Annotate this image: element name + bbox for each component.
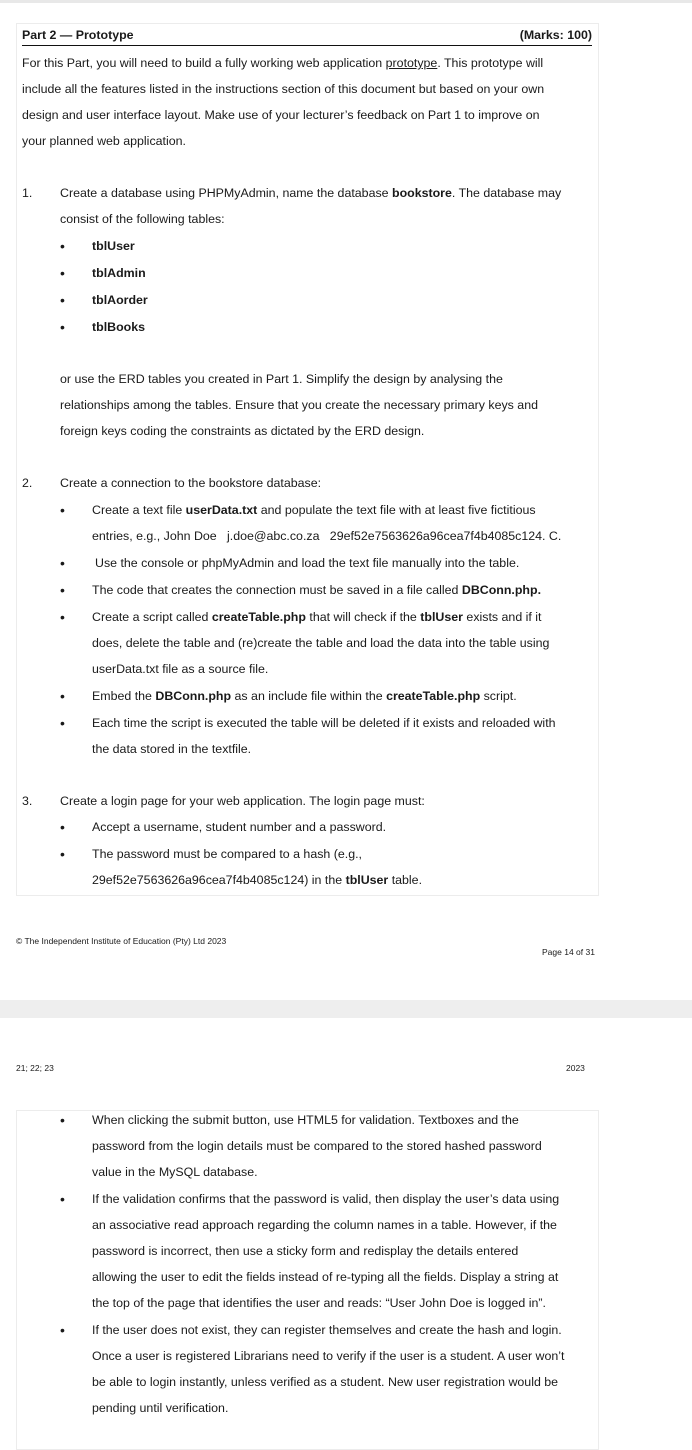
bullet-icon: • [60, 319, 65, 335]
page-number: Page 14 of 31 [542, 947, 595, 957]
bullet-icon: • [60, 555, 65, 571]
item1-line: relationships among the tables. Ensure that you create the necessary primary keys and [60, 398, 538, 412]
content-frame [16, 23, 599, 896]
document-page-15 [0, 1018, 692, 1441]
item2-line: Create a script called createTable.php that will check if the tblUser exists and if it [92, 610, 542, 624]
item1-line: consist of the following tables: [60, 212, 225, 226]
intro-line: design and user interface layout. Make use of your lecturer’s feedback on Part 1 to improve on [22, 108, 540, 122]
table-name: tblBooks [92, 320, 146, 334]
login-requirement-line: password from the login details must be compared to the stored hashed password [92, 1139, 542, 1153]
login-requirement-line: allowing the user to edit the fields instead of re-typing all the fields. Display a string at [92, 1270, 559, 1284]
item3-line: 29ef52e7563626a96cea7f4b4085c124) in the tblUser table. [92, 873, 423, 887]
item2-line: The code that creates the connection must be saved in a file called DBConn.php. [92, 583, 542, 597]
item2-line: does, delete the table and (re)create the table and load the data into the table using [92, 636, 550, 650]
item2-line: Create a text file userData.txt and populate the text file with at least five fictitious [92, 503, 536, 517]
item-number: 2. [22, 476, 33, 490]
item2-line: the data stored in the textfile. [92, 742, 252, 756]
item1-line: foreign keys coding the constraints as dictated by the ERD design. [60, 424, 425, 438]
login-requirement-line: When clicking the submit button, use HTML5 for validation. Textboxes and the [92, 1113, 519, 1127]
item2-line: entries, e.g., John Doe j.doe@abc.co.za 29ef52e7563626a96cea7f4b4085c124. C. [92, 529, 562, 543]
item-number: 1. [22, 186, 33, 200]
bullet-icon: • [60, 265, 65, 281]
table-name: tblAdmin [92, 266, 146, 280]
intro-line: include all the features listed in the instructions section of this document but based on your own [22, 82, 545, 96]
copyright-footer: © The Independent Institute of Education (Pty) Ltd 2023 [16, 936, 227, 946]
login-requirement-line: Once a user is registered Librarians need to verify if the user is a student. A user won’t [92, 1349, 565, 1363]
item1-line: or use the ERD tables you created in Part 1. Simplify the design by analysing the [60, 372, 503, 386]
login-requirement-line: value in the MySQL database. [92, 1165, 258, 1179]
bullet-icon: • [60, 688, 65, 704]
bullet-icon: • [60, 819, 65, 835]
item3-line: Accept a username, student number and a password. [92, 820, 387, 834]
prototype-underlined: prototype [385, 56, 438, 70]
bullet-icon: • [60, 1322, 65, 1338]
bullet-icon: • [60, 846, 65, 862]
login-requirement-line: password is incorrect, then use a sticky form and redisplay the details entered [92, 1244, 519, 1258]
item1-line: Create a database using PHPMyAdmin, name the database bookstore. The database may [60, 186, 562, 200]
item2-line: Embed the DBConn.php as an include file within the createTable.php script. [92, 689, 517, 703]
bullet-icon: • [60, 502, 65, 518]
bullet-icon: • [60, 609, 65, 625]
bullet-icon: • [60, 582, 65, 598]
page-header-right: 2023 [566, 1063, 585, 1073]
bullet-icon: • [60, 1191, 65, 1207]
table-name: tblUser [92, 239, 135, 253]
item2-line: Create a connection to the bookstore database: [60, 476, 322, 490]
login-requirement-line: be able to login instantly, unless verified as a student. New user registration would be [92, 1375, 559, 1389]
bullet-icon: • [60, 1112, 65, 1128]
part-marks: (Marks: 100) [519, 28, 592, 42]
bullet-icon: • [60, 238, 65, 254]
login-requirement-line: If the user does not exist, they can register themselves and create the hash and login. [92, 1323, 562, 1337]
item3-line: Create a login page for your web application. The login page must: [60, 794, 425, 808]
part-title: Part 2 — Prototype [22, 28, 134, 42]
login-requirement-line: If the validation confirms that the password is valid, then display the user’s data using [92, 1192, 560, 1206]
intro-line: your planned web application. [22, 134, 186, 148]
login-requirement-line: the top of the page that identifies the user and reads: “User John Doe is logged in”. [92, 1296, 546, 1310]
bullet-icon: • [60, 715, 65, 731]
page-header-left: 21; 22; 23 [16, 1063, 54, 1073]
item2-line: userData.txt file as a source file. [92, 662, 269, 676]
intro-line: For this Part, you will need to build a fully working web application prototype. This prototype will [22, 56, 544, 70]
table-name: tblAorder [92, 293, 148, 307]
page-separator [0, 1000, 692, 1018]
item2-line: Use the console or phpMyAdmin and load the text file manually into the table. [95, 556, 520, 570]
bullet-icon: • [60, 292, 65, 308]
login-requirement-line: an associative read approach regarding the column names in a table. However, if the [92, 1218, 557, 1232]
login-requirement-line: pending until verification. [92, 1401, 229, 1415]
item-number: 3. [22, 794, 33, 808]
part-heading [22, 27, 592, 46]
item2-line: Each time the script is executed the table will be deleted if it exists and reloaded with [92, 716, 556, 730]
item3-line: The password must be compared to a hash (e.g., [92, 847, 362, 861]
